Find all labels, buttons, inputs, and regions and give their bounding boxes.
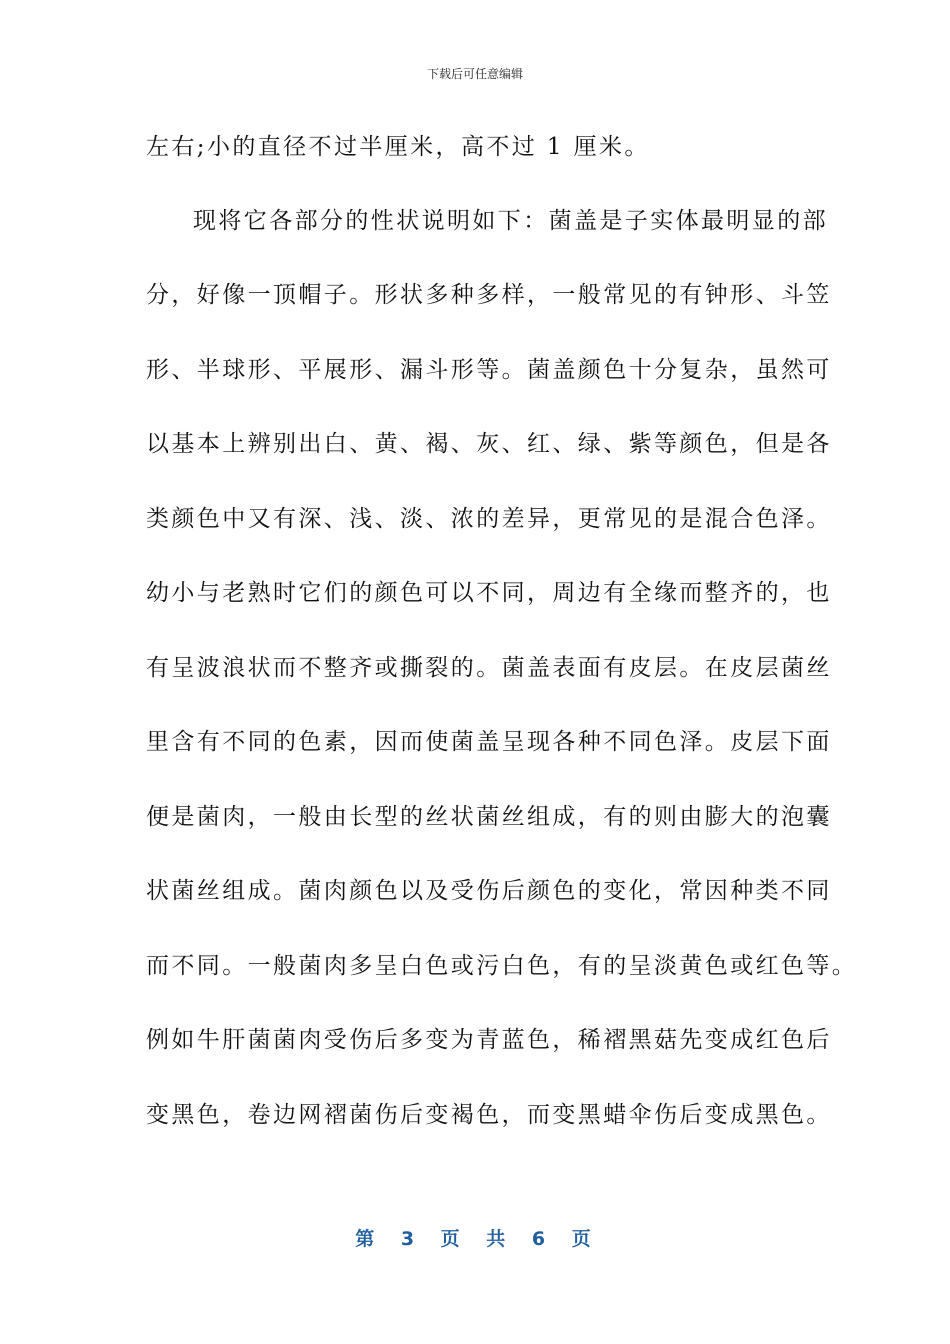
text-line: 现将它各部分的性状说明如下：菌盖是子实体最明显的部 — [193, 208, 828, 234]
text-line: 左右;小的直径不过半厘米，高不过 1 厘米。 — [146, 134, 650, 160]
text-line: 以基本上辨别出白、黄、褐、灰、红、绿、紫等颜色，但是各 — [146, 431, 832, 457]
text-line: 有呈波浪状而不整齐或撕裂的。菌盖表面有皮层。在皮层菌丝 — [146, 655, 832, 681]
text-line: 分，好像一顶帽子。形状多种多样，一般常见的有钟形、斗笠 — [146, 282, 832, 308]
text-line: 状菌丝组成。菌肉颜色以及受伤后颜色的变化，常因种类不同 — [146, 878, 832, 904]
text-line: 里含有不同的色素，因而使菌盖呈现各种不同色泽。皮层下面 — [146, 729, 832, 755]
page-header: 下载后可任意编辑 — [426, 67, 523, 81]
text-line: 例如牛肝菌菌肉受伤后多变为青蓝色，稀褶黑菇先变成红色后 — [146, 1027, 832, 1053]
text-line: 类颜色中又有深、浅、淡、浓的差异，更常见的是混合色泽。 — [146, 506, 832, 532]
text-line: 变黑色，卷边网褶菌伤后变褐色，而变黑蜡伞伤后变成黑色。 — [146, 1102, 832, 1128]
text-line: 便是菌肉，一般由长型的丝状菌丝组成，有的则由膨大的泡囊 — [146, 804, 832, 830]
text-line: 形、半球形、平展形、漏斗形等。菌盖颜色十分复杂，虽然可 — [146, 357, 832, 383]
text-line: 幼小与老熟时它们的颜色可以不同，周边有全缘而整齐的，也 — [146, 580, 832, 606]
page-number: 第 3 页 共 6 页 — [355, 1228, 595, 1250]
text-line: 而不同。一般菌肉多呈白色或污白色，有的呈淡黄色或红色等。 — [146, 953, 858, 979]
